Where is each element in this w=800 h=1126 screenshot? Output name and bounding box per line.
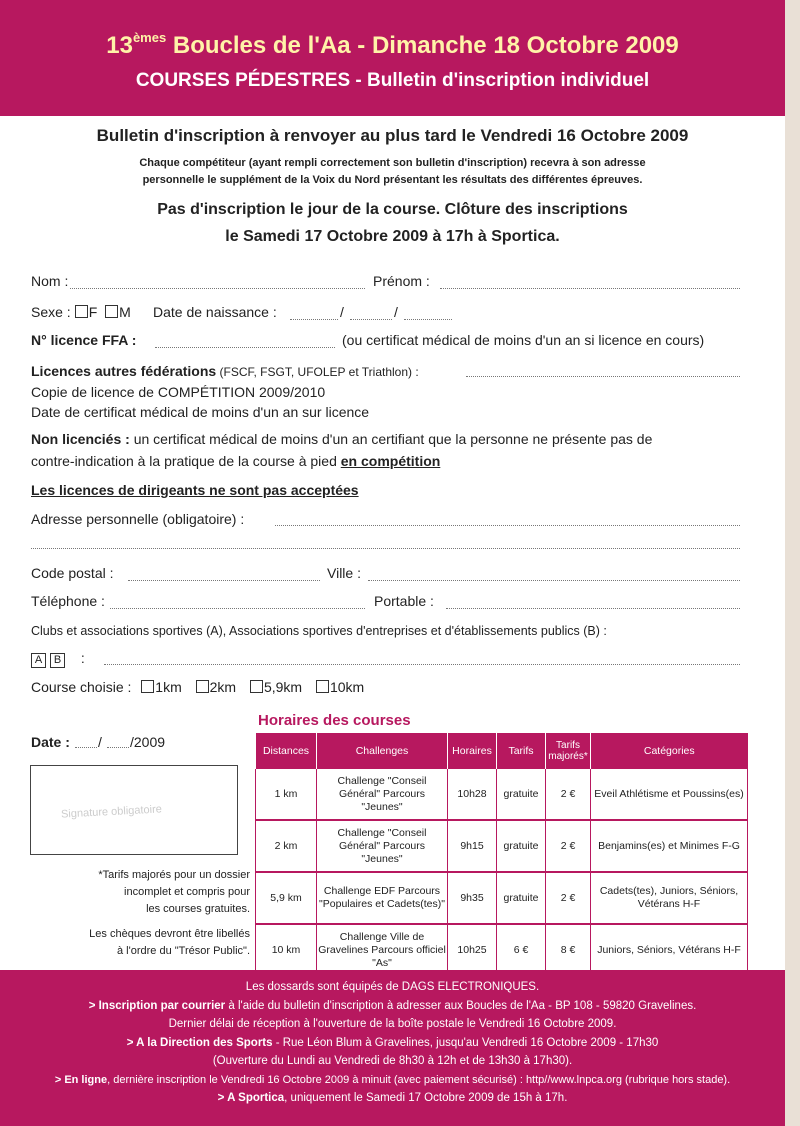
- copie-licence-text: Copie de licence de COMPÉTITION 2009/2010: [31, 384, 326, 400]
- dirigeants-notice: Les licences de dirigeants ne sont pas acceptées: [31, 482, 359, 498]
- table-row: 10 km Challenge Ville de Gravelines Parcours officiel "As" 10h25 6 € 8 € Juniors, Séniors, Vétérans H-F: [256, 924, 748, 976]
- birth-year-field[interactable]: [404, 319, 452, 320]
- footer-ouverture: (Ouverture du Lundi au Vendredi de 8h30 à 12h et de 13h30 à 17h30).: [212, 1055, 573, 1067]
- clubs-label: Clubs et associations sportives (A), Associations sportives d'entreprises et d'établissements publics (B) :: [31, 624, 607, 638]
- course-10km-checkbox[interactable]: [316, 680, 329, 693]
- course-1km-checkbox[interactable]: [141, 680, 154, 693]
- licence-ffa-label: N° licence FFA :: [31, 332, 137, 348]
- ville-field[interactable]: [368, 580, 740, 581]
- closing-line-1: Pas d'inscription le jour de la course. Clôture des inscriptions: [157, 201, 628, 218]
- footer-courrier: > Inscription par courrier à l'aide du bulletin d'inscription à adresser aux Boucles de l'Aa - BP 108 - 59820 Gravelines.: [88, 999, 697, 1012]
- course-choice-group: Course choisie : 1km 2km 5,9km 10km: [31, 679, 365, 695]
- prenom-label: Prénom :: [373, 273, 430, 289]
- sexe-m-checkbox[interactable]: [105, 305, 118, 318]
- licence-ffa-field[interactable]: [155, 347, 335, 348]
- club-b-checkbox[interactable]: B: [50, 653, 65, 668]
- code-postal-field[interactable]: [128, 580, 320, 581]
- table-row: 5,9 km Challenge EDF Parcours "Populaires et Cadets(tes)" 9h35 gratuite 2 € Cadets(tes), Juniors, Séniors, Vétérans H-F: [256, 872, 748, 924]
- col-horaires: Horaires: [448, 733, 497, 769]
- tarifs-note: *Tarifs majorés pour un dossier incomplet et compris pour les courses gratuites.: [98, 869, 250, 915]
- header-banner: [0, 0, 785, 116]
- signature-box[interactable]: [30, 765, 238, 855]
- date-slash: /: [98, 734, 102, 750]
- event-title: 13èmes Boucles de l'Aa - Dimanche 18 Octobre 2009: [106, 30, 679, 59]
- club-name-field[interactable]: [104, 664, 740, 665]
- adresse-field-1[interactable]: [275, 525, 740, 526]
- autres-federations-field[interactable]: [466, 376, 740, 377]
- cheques-note: Les chèques devront être libellés à l'ordre du "Trésor Public".: [89, 928, 250, 957]
- date-year: /2009: [130, 734, 166, 750]
- autres-federations-label: Licences autres fédérations (FSCF, FSGT, UFOLEP et Triathlon) :: [31, 363, 419, 379]
- schedule-title: Horaires des courses: [258, 712, 411, 729]
- table-row: 1 km Challenge "Conseil Général" Parcours "Jeunes" 10h28 gratuite 2 € Eveil Athlétisme et Poussins(es): [256, 769, 748, 820]
- licence-ffa-note: (ou certificat médical de moins d'un an si licence en cours): [342, 332, 705, 348]
- footer-en-ligne: > En ligne, dernière inscription le Vendredi 16 Octobre 2009 à minuit (avec paiement sécurisé) : http//www.lnpca.org (rubrique hors stade).: [54, 1073, 731, 1086]
- birth-month-field[interactable]: [350, 319, 392, 320]
- signature-placeholder: Signature obligatoire: [60, 803, 163, 821]
- date-certificat-text: Date de certificat médical de moins d'un an sur licence: [31, 404, 370, 420]
- deadline-text: Bulletin d'inscription à renvoyer au plus tard le Vendredi 16 Octobre 2009: [96, 126, 689, 145]
- ville-label: Ville :: [327, 565, 361, 581]
- non-licencies-text: Non licenciés : un certificat médical de moins d'un an certifiant que la personne ne présente pas de: [31, 431, 653, 447]
- portable-label: Portable :: [374, 593, 434, 609]
- col-distances: Distances: [256, 733, 317, 769]
- col-tarifs-majores: Tarifs majorés*: [546, 733, 591, 769]
- prenom-field[interactable]: [440, 288, 740, 289]
- code-postal-label: Code postal :: [31, 565, 114, 581]
- telephone-field[interactable]: [110, 608, 365, 609]
- course-2km-checkbox[interactable]: [196, 680, 209, 693]
- birth-slash-2: /: [394, 304, 398, 320]
- nom-label: Nom :: [31, 273, 69, 289]
- date-day-field[interactable]: [75, 747, 97, 748]
- birth-day-field[interactable]: [290, 319, 338, 320]
- closing-line-2: le Samedi 17 Octobre 2009 à 17h à Sportica.: [225, 228, 560, 245]
- schedule-header-row: [256, 733, 748, 769]
- contre-indication-text: contre-indication à la pratique de la course à pied en compétition: [31, 453, 441, 469]
- results-note-1: Chaque compétiteur (ayant rempli correctement son bulletin d'inscription) recevra à son adresse: [139, 157, 646, 169]
- footer-delai: Dernier délai de réception à l'ouverture de la boîte postale le Vendredi 16 Octobre 2009.: [168, 1018, 617, 1030]
- form-subtitle: COURSES PÉDESTRES - Bulletin d'inscription individuel: [135, 70, 650, 91]
- adresse-label: Adresse personnelle (obligatoire) :: [31, 511, 245, 527]
- col-tarifs: Tarifs: [497, 733, 546, 769]
- page-edge: [785, 0, 800, 1126]
- telephone-label: Téléphone :: [31, 593, 105, 609]
- birth-slash-1: /: [340, 304, 344, 320]
- club-type-group: A B :: [31, 650, 85, 668]
- date-label: Date :: [31, 734, 70, 750]
- results-note-2: personnelle le supplément de la Voix du Nord présentant les résultats des différentes épreuves.: [142, 174, 643, 186]
- nom-field[interactable]: [70, 288, 365, 289]
- portable-field[interactable]: [446, 608, 740, 609]
- table-row: 2 km Challenge "Conseil Général" Parcours "Jeunes" 9h15 gratuite 2 € Benjamins(es) et Minimes F-G: [256, 820, 748, 872]
- course-5-9km-checkbox[interactable]: [250, 680, 263, 693]
- club-a-checkbox[interactable]: A: [31, 653, 46, 668]
- sexe-f-checkbox[interactable]: [75, 305, 88, 318]
- footer-dags: Les dossards sont équipés de DAGS ELECTRONIQUES.: [245, 981, 540, 993]
- sexe-group: Sexe : F M: [31, 304, 131, 320]
- date-month-field[interactable]: [107, 747, 129, 748]
- adresse-field-2[interactable]: [31, 548, 740, 549]
- col-categories: Catégories: [591, 733, 748, 769]
- col-challenges: Challenges: [317, 733, 448, 769]
- footer-direction-sports: > A la Direction des Sports - Rue Léon Blum à Gravelines, jusqu'au Vendredi 16 Octobre 2009 - 17h30: [126, 1036, 659, 1049]
- footer-sportica: > A Sportica, uniquement le Samedi 17 Octobre 2009 de 15h à 17h.: [217, 1092, 568, 1104]
- schedule-table: [255, 733, 748, 977]
- birthdate-label: Date de naissance :: [153, 304, 277, 320]
- footer-banner: [0, 970, 785, 1126]
